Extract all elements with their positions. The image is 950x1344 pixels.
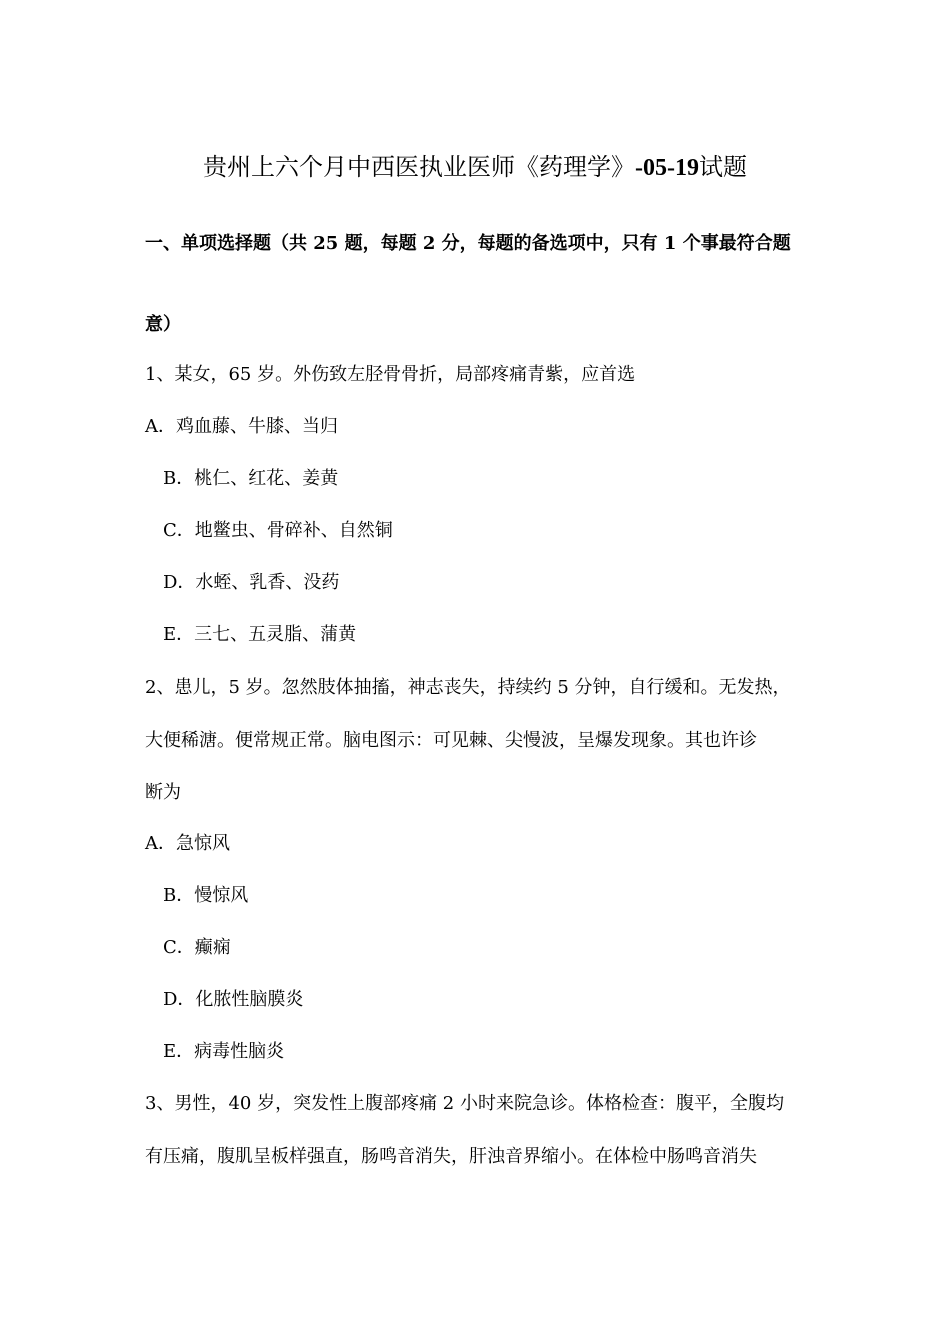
question-3-stem-line2: 有压痛，腹肌呈板样强直，肠鸣音消失，肝浊音界缩小。在体检中肠鸣音消失 xyxy=(145,1146,757,1167)
question-2-stem-line2: 大便稀溏。便常规正常。脑电图示：可见棘、尖慢波，呈爆发现象。其也许诊 xyxy=(145,730,757,751)
question-2-option-a: A．急惊风 xyxy=(145,833,230,854)
question-1-stem: 1、某女，65 岁。外伤致左胫骨骨折，局部疼痛青紫，应首选 xyxy=(145,364,636,385)
question-2-option-e: E．病毒性脑炎 xyxy=(163,1041,285,1062)
question-1-option-c: C．地鳖虫、骨碎补、自然铜 xyxy=(163,520,393,541)
section-heading-line2: 意） xyxy=(145,314,181,335)
question-1-option-a: A．鸡血藤、牛膝、当归 xyxy=(145,416,338,437)
question-1-option-d: D．水蛭、乳香、没药 xyxy=(163,572,340,593)
question-1-option-b: B．桃仁、红花、姜黄 xyxy=(163,468,339,489)
question-3-stem-line1: 3、男性，40 岁，突发性上腹部疼痛 2 小时来院急诊。体格检查：腹平，全腹均 xyxy=(145,1093,784,1114)
title-suffix: 试题 xyxy=(698,153,747,181)
section-heading-line1: 一、单项选择题（共 25 题，每题 2 分，每题的备选项中，只有 1 个事最符合题 xyxy=(145,233,791,254)
question-2-option-d: D．化脓性脑膜炎 xyxy=(163,989,304,1010)
question-2-stem-line1: 2、患儿，5 岁。忽然肢体抽搐，神志丧失，持续约 5 分钟，自行缓和。无发热， xyxy=(145,677,791,698)
question-2-option-b: B．慢惊风 xyxy=(163,885,249,906)
title-code: -05-19 xyxy=(635,155,699,181)
title-prefix: 贵州上六个月中西医执业医师《药理学》 xyxy=(203,153,635,181)
document-title xyxy=(0,150,950,185)
question-2-stem-line3: 断为 xyxy=(145,782,181,803)
question-1-option-e: E．三七、五灵脂、蒲黄 xyxy=(163,624,357,645)
question-2-option-c: C．癫痫 xyxy=(163,937,231,958)
